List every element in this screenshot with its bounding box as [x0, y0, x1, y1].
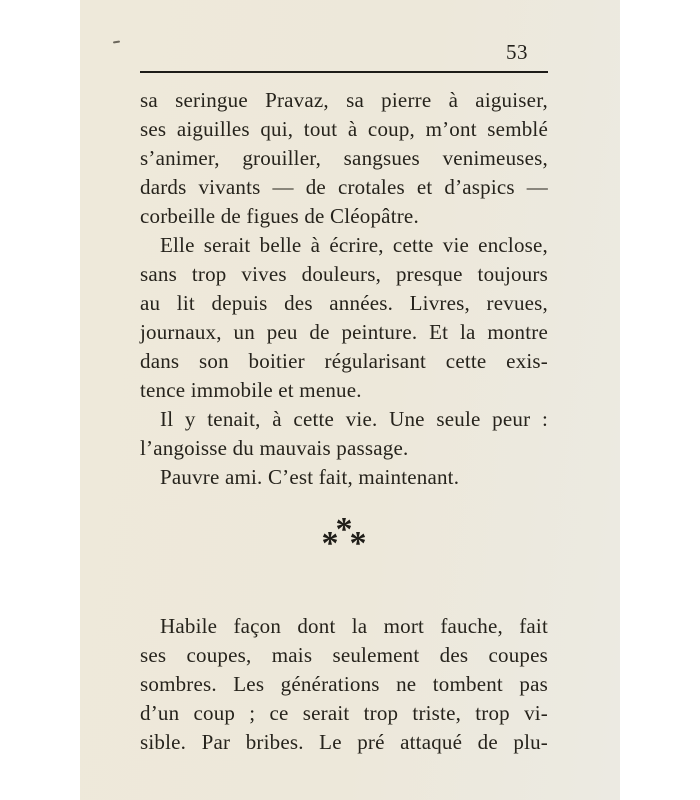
text-line: tence immobile et menue. [140, 378, 362, 402]
text-block [140, 86, 548, 757]
text-line: journaux, un peu de peinture. Et la montre [140, 320, 548, 344]
asterism-separator [140, 511, 548, 566]
text-line: Pauvre ami. C’est fait, maintenant. [160, 465, 460, 489]
text-line: sans trop vives douleurs, presque toujours [140, 262, 548, 286]
text-line: Elle serait belle à écrire, cette vie enclose, [160, 233, 548, 257]
asterisk-icon: * [335, 511, 353, 548]
text-line: s’animer, grouiller, sangsues venimeuses, [140, 146, 548, 170]
text-line: dards vivants — de crotales et d’aspics — [140, 175, 548, 199]
text-line: d’un coup ; ce serait trop triste, trop vi- [140, 701, 548, 725]
paragraph [140, 231, 548, 405]
text-line: sible. Par bribes. Le pré attaqué de plu- [140, 730, 548, 754]
text-line: ses coupes, mais seulement des coupes [140, 643, 548, 667]
paragraph [140, 463, 548, 492]
text-line: au lit depuis des années. Livres, revues, [140, 291, 548, 315]
asterisk-icon: * [321, 525, 339, 562]
header-rule [140, 71, 548, 73]
paragraph [140, 405, 548, 463]
text-line: Habile façon dont la mort fauche, fait [160, 614, 548, 638]
text-line: ses aiguilles qui, tout à coup, m’ont semblé [140, 117, 548, 141]
text-line: corbeille de figues de Cléopâtre. [140, 204, 419, 228]
paper-page [80, 0, 620, 800]
text-line: Il y tenait, à cette vie. Une seule peur : [160, 407, 548, 431]
text-line: dans son boitier régularisant cette exis- [140, 349, 548, 373]
ink-speck [113, 41, 120, 44]
text-line: l’angoisse du mauvais passage. [140, 436, 409, 460]
page-number: 53 [506, 40, 528, 64]
paragraph [140, 86, 548, 231]
asterisk-icon: * [349, 525, 367, 562]
text-line: sa seringue Pravaz, sa pierre à aiguiser, [140, 88, 548, 112]
text-line: sombres. Les générations ne tombent pas [140, 672, 548, 696]
paragraph [140, 612, 548, 757]
